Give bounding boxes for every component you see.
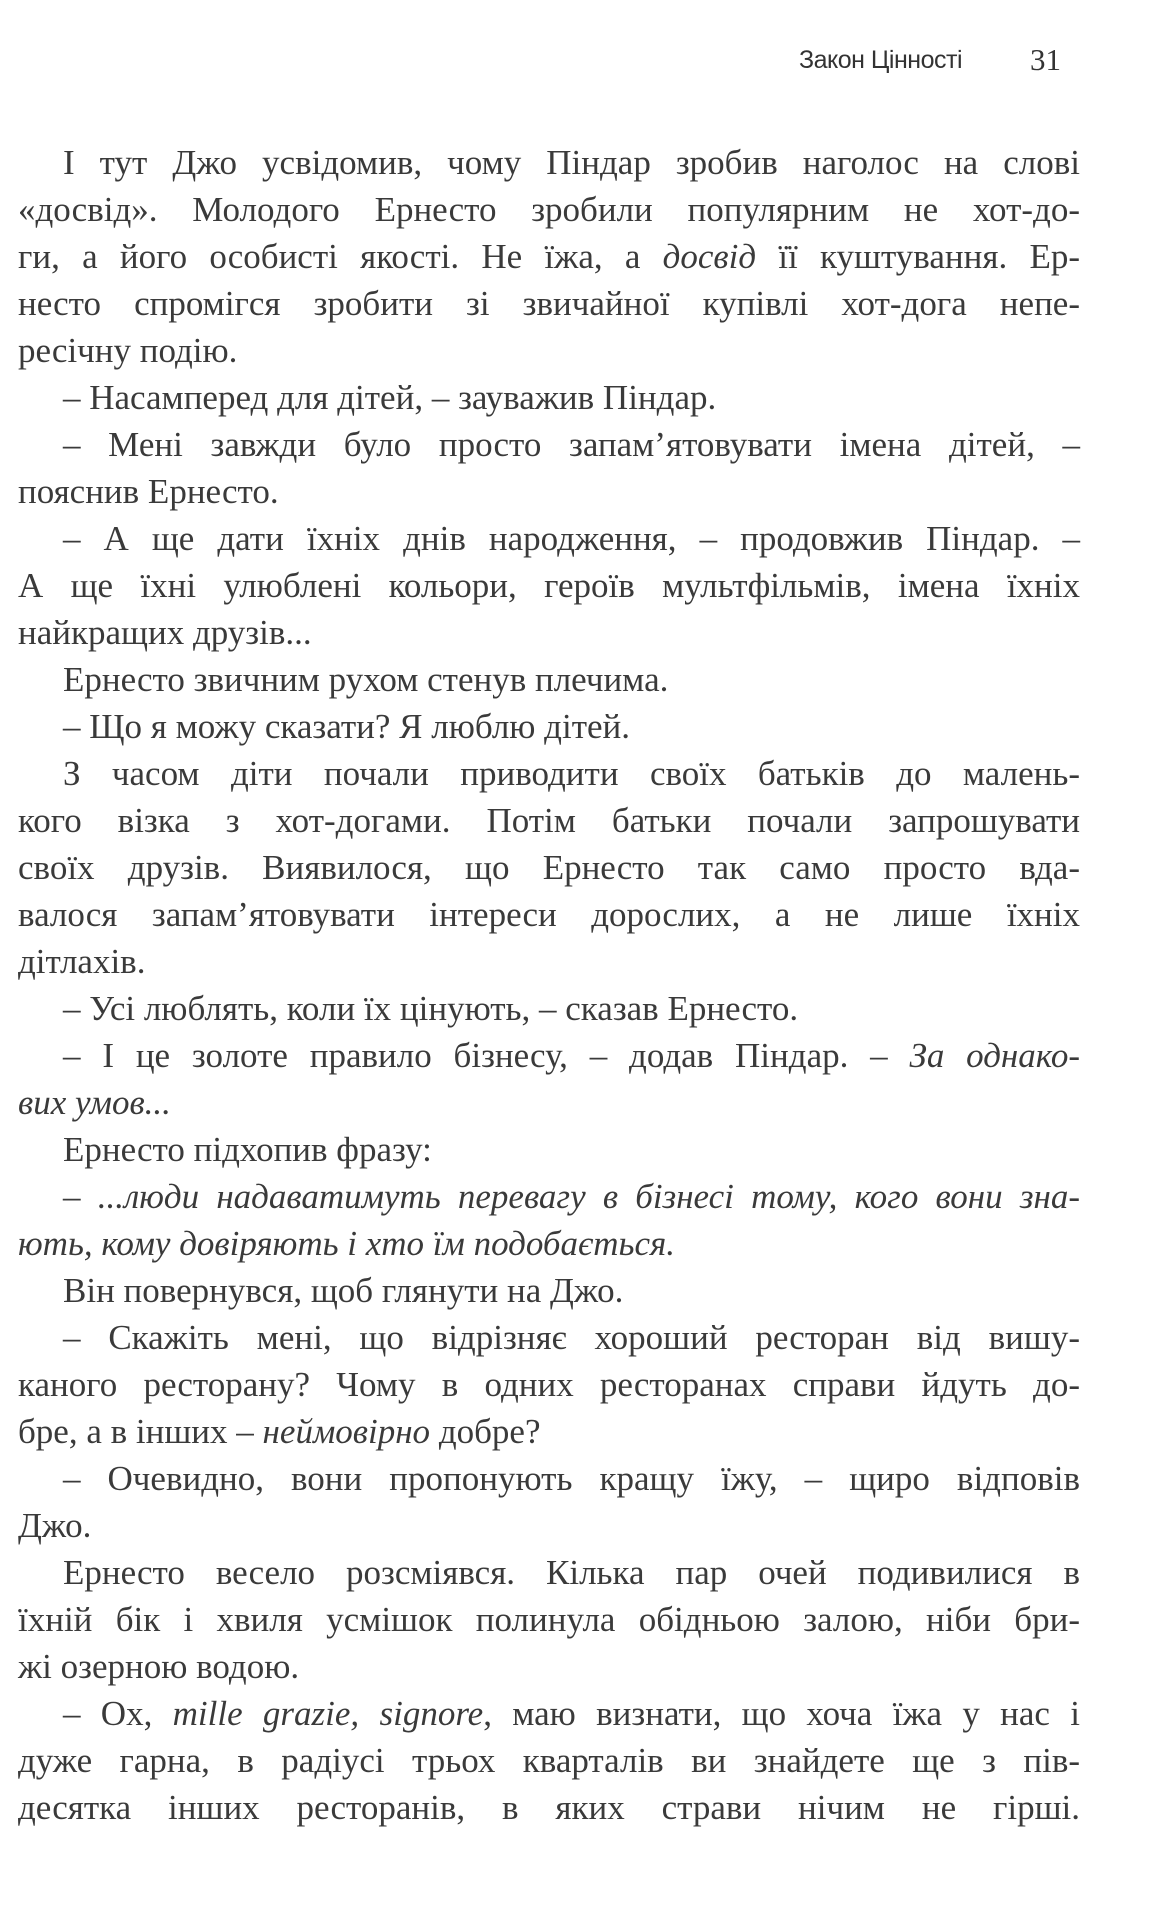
text-segment: – bbox=[63, 1177, 98, 1216]
text-segment: – Усі люблять, коли їх цінують, – сказав Ернесто. bbox=[63, 989, 799, 1028]
text-line bbox=[18, 797, 1080, 844]
text-line bbox=[18, 233, 1080, 280]
text-line bbox=[18, 1596, 1080, 1643]
text-segment: найкращих друзів... bbox=[18, 613, 312, 652]
italic-text: За однако- bbox=[909, 1036, 1080, 1075]
text-line bbox=[18, 985, 1080, 1032]
text-segment: її куштування. Ер- bbox=[756, 237, 1080, 276]
text-segment: дуже гарна, в радіусі трьох кварталів ви знайдете ще з пів- bbox=[18, 1741, 1080, 1780]
text-line bbox=[18, 844, 1080, 891]
text-line bbox=[18, 327, 1080, 374]
page-number: 31 bbox=[1030, 42, 1061, 77]
text-segment: І тут Джо усвідомив, чому Піндар зробив наголос на слові bbox=[63, 143, 1080, 182]
text-segment: пояснив Ернесто. bbox=[18, 472, 279, 511]
text-line bbox=[18, 139, 1080, 186]
text-segment: – Насамперед для дітей, – зауважив Піндар. bbox=[63, 378, 717, 417]
text-segment: Ернесто підхопив фразу: bbox=[63, 1130, 432, 1169]
text-line bbox=[18, 421, 1080, 468]
text-line bbox=[18, 1502, 1080, 1549]
text-line bbox=[18, 656, 1080, 703]
text-line bbox=[18, 1455, 1080, 1502]
text-segment: «досвід». Молодого Ернесто зробили популярним не хот-до- bbox=[18, 190, 1080, 229]
text-line bbox=[18, 468, 1080, 515]
text-line bbox=[18, 891, 1080, 938]
text-segment: Ернесто звичним рухом стенув плечима. bbox=[63, 660, 669, 699]
text-segment: своїх друзів. Виявилося, що Ернесто так само просто вда- bbox=[18, 848, 1080, 887]
text-segment: добре? bbox=[430, 1412, 541, 1451]
text-line bbox=[18, 1690, 1080, 1737]
text-segment: З часом діти почали приводити своїх батьків до малень- bbox=[63, 754, 1080, 793]
italic-text: mille grazie, signore bbox=[172, 1694, 484, 1733]
text-segment: дітлахів. bbox=[18, 942, 146, 981]
body-text bbox=[18, 139, 1080, 1831]
text-line bbox=[18, 1784, 1080, 1831]
italic-text: досвід bbox=[662, 237, 757, 276]
text-segment: їхній бік і хвиля усмішок полинула обідньою залою, ніби бри- bbox=[18, 1600, 1080, 1639]
text-segment: – Ох, bbox=[63, 1694, 173, 1733]
text-line bbox=[18, 374, 1080, 421]
italic-text: вих умов... bbox=[18, 1083, 171, 1122]
text-line bbox=[18, 1079, 1080, 1126]
text-line bbox=[18, 1549, 1080, 1596]
text-segment: – Скажіть мені, що відрізняє хороший ресторан від вишу- bbox=[63, 1318, 1080, 1357]
text-line bbox=[18, 186, 1080, 233]
text-segment: десятка інших ресторанів, в яких страви нічим не гірші. bbox=[18, 1788, 1080, 1827]
text-segment: А ще їхні улюблені кольори, героїв мультфільмів, імена їхніх bbox=[18, 566, 1080, 605]
text-line bbox=[18, 1361, 1080, 1408]
text-segment: – А ще дати їхніх днів народження, – продовжив Піндар. – bbox=[63, 519, 1080, 558]
text-segment: – І це золоте правило бізнесу, – додав Піндар. – bbox=[63, 1036, 910, 1075]
text-segment: Джо. bbox=[18, 1506, 92, 1545]
text-line bbox=[18, 1126, 1080, 1173]
running-header bbox=[0, 44, 1167, 84]
running-title: Закон Цінності bbox=[799, 46, 962, 74]
text-segment: Він повернувся, щоб глянути на Джо. bbox=[63, 1271, 624, 1310]
text-segment: – Очевидно, вони пропонують кращу їжу, – щиро відповів bbox=[63, 1459, 1080, 1498]
text-segment: бре, а в інших – bbox=[18, 1412, 263, 1451]
text-segment: – Що я можу сказати? Я люблю дітей. bbox=[63, 707, 631, 746]
italic-text: ють, кому довіряють і хто їм подобається. bbox=[18, 1224, 676, 1263]
text-line bbox=[18, 703, 1080, 750]
text-line bbox=[18, 609, 1080, 656]
text-segment: кого візка з хот-догами. Потім батьки почали запрошувати bbox=[18, 801, 1080, 840]
italic-text: неймовірно bbox=[262, 1412, 431, 1451]
text-segment: валося запам’ятовувати інтереси дорослих, а не лише їхніх bbox=[18, 895, 1080, 934]
text-line bbox=[18, 1737, 1080, 1784]
text-line bbox=[18, 1314, 1080, 1361]
text-segment: ресічну подію. bbox=[18, 331, 238, 370]
text-line bbox=[18, 1173, 1080, 1220]
text-segment: , маю визнати, що хоча їжа у нас і bbox=[483, 1694, 1080, 1733]
text-line bbox=[18, 515, 1080, 562]
text-segment: – Мені завжди було просто запам’ятовувати імена дітей, – bbox=[63, 425, 1080, 464]
text-line bbox=[18, 562, 1080, 609]
text-line bbox=[18, 938, 1080, 985]
text-line bbox=[18, 750, 1080, 797]
italic-text: ...люди надаватимуть перевагу в бізнесі тому, кого вони зна- bbox=[97, 1177, 1081, 1216]
text-segment: ги, а його особисті якості. Не їжа, а bbox=[18, 237, 663, 276]
text-segment: каного ресторану? Чому в одних ресторанах справи йдуть до- bbox=[18, 1365, 1080, 1404]
text-line bbox=[18, 1032, 1080, 1079]
text-segment: Ернесто весело розсміявся. Кілька пар очей подивилися в bbox=[63, 1553, 1080, 1592]
text-line bbox=[18, 280, 1080, 327]
text-segment: несто спромігся зробити зі звичайної купівлі хот-дога непе- bbox=[18, 284, 1080, 323]
text-line bbox=[18, 1267, 1080, 1314]
text-line bbox=[18, 1643, 1080, 1690]
text-line bbox=[18, 1408, 1080, 1455]
text-segment: жі озерною водою. bbox=[18, 1647, 300, 1686]
text-line bbox=[18, 1220, 1080, 1267]
